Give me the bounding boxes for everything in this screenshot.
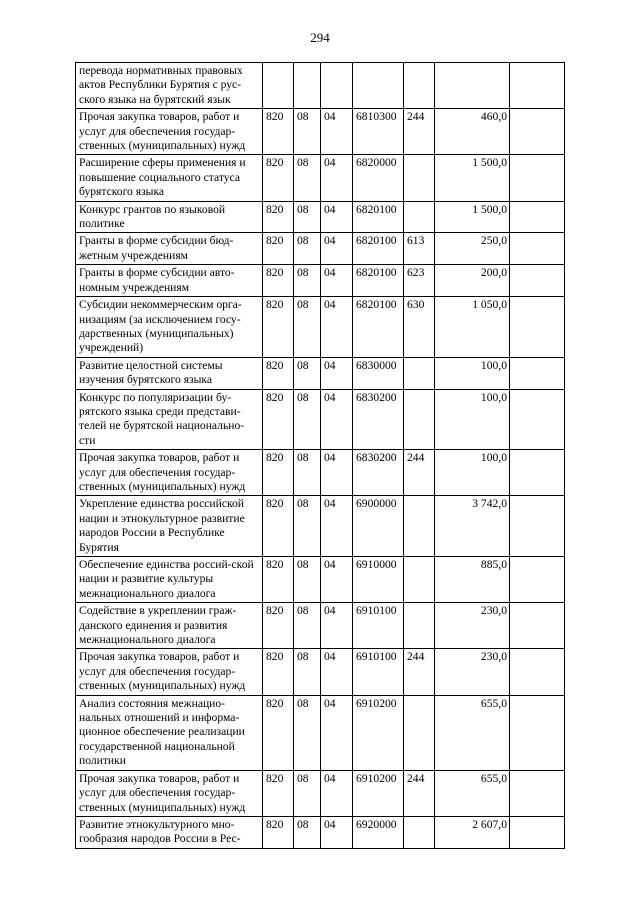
section-code-cell: 08 [294, 265, 321, 297]
section-code-cell: 08 [294, 155, 321, 201]
table-row [76, 297, 565, 358]
expense-type-cell [404, 201, 435, 233]
item-name-cell: Прочая закупка товаров, работ и услуг для обеспечения государ-ственных (муниципальных) нужд [76, 649, 263, 695]
table-row [76, 109, 565, 155]
ministry-code-cell: 820 [263, 155, 294, 201]
item-name-cell: Конкурс грантов по языковой политике [76, 201, 263, 233]
amount-cell: 200,0 [435, 265, 510, 297]
target-article-cell: 6830200 [353, 389, 404, 450]
subsection-code-cell: 04 [321, 557, 353, 603]
extra-cell [510, 649, 565, 695]
amount-cell: 1 500,0 [435, 155, 510, 201]
subsection-code-cell: 04 [321, 109, 353, 155]
ministry-code-cell: 820 [263, 649, 294, 695]
extra-cell [510, 109, 565, 155]
table-row [76, 770, 565, 816]
target-article-cell [353, 63, 404, 109]
subsection-code-cell: 04 [321, 155, 353, 201]
expense-type-cell [404, 63, 435, 109]
table-row [76, 233, 565, 265]
section-code-cell: 08 [294, 603, 321, 649]
expense-type-cell: 244 [404, 770, 435, 816]
item-name-cell: Обеспечение единства россий-ской нации и развитие культуры межнационального диалога [76, 557, 263, 603]
ministry-code-cell: 820 [263, 357, 294, 389]
amount-cell [435, 63, 510, 109]
ministry-code-cell: 820 [263, 496, 294, 557]
subsection-code-cell: 04 [321, 649, 353, 695]
subsection-code-cell: 04 [321, 695, 353, 770]
expense-type-cell [404, 496, 435, 557]
item-name-cell: Прочая закупка товаров, работ и услуг для обеспечения государ-ственных (муниципальных) нужд [76, 770, 263, 816]
extra-cell [510, 357, 565, 389]
subsection-code-cell [321, 63, 353, 109]
target-article-cell: 6910100 [353, 603, 404, 649]
budget-table [75, 62, 565, 849]
section-code-cell: 08 [294, 695, 321, 770]
expense-type-cell [404, 557, 435, 603]
ministry-code-cell: 820 [263, 770, 294, 816]
item-name-cell: Развитие целостной системы изучения бурятского языка [76, 357, 263, 389]
table-row [76, 265, 565, 297]
ministry-code-cell: 820 [263, 233, 294, 265]
table-row [76, 603, 565, 649]
budget-table-body [76, 63, 565, 849]
amount-cell: 3 742,0 [435, 496, 510, 557]
section-code-cell: 08 [294, 770, 321, 816]
extra-cell [510, 297, 565, 358]
target-article-cell: 6820100 [353, 297, 404, 358]
subsection-code-cell: 04 [321, 450, 353, 496]
amount-cell: 1 050,0 [435, 297, 510, 358]
amount-cell: 250,0 [435, 233, 510, 265]
expense-type-cell [404, 603, 435, 649]
section-code-cell: 08 [294, 496, 321, 557]
target-article-cell: 6900000 [353, 496, 404, 557]
target-article-cell: 6910100 [353, 649, 404, 695]
item-name-cell: Прочая закупка товаров, работ и услуг для обеспечения государ-ственных (муниципальных) нужд [76, 450, 263, 496]
extra-cell [510, 496, 565, 557]
amount-cell: 230,0 [435, 649, 510, 695]
amount-cell: 100,0 [435, 389, 510, 450]
ministry-code-cell: 820 [263, 695, 294, 770]
item-name-cell: Анализ состояния межнацио-нальных отношений и информа-ционное обеспечение реализации государственной национальной политики [76, 695, 263, 770]
item-name-cell: Прочая закупка товаров, работ и услуг для обеспечения государ-ственных (муниципальных) нужд [76, 109, 263, 155]
ministry-code-cell: 820 [263, 265, 294, 297]
subsection-code-cell: 04 [321, 770, 353, 816]
extra-cell [510, 450, 565, 496]
amount-cell: 2 607,0 [435, 816, 510, 848]
expense-type-cell: 613 [404, 233, 435, 265]
subsection-code-cell: 04 [321, 297, 353, 358]
subsection-code-cell: 04 [321, 603, 353, 649]
expense-type-cell: 244 [404, 109, 435, 155]
extra-cell [510, 155, 565, 201]
expense-type-cell: 244 [404, 450, 435, 496]
amount-cell: 460,0 [435, 109, 510, 155]
extra-cell [510, 389, 565, 450]
extra-cell [510, 63, 565, 109]
subsection-code-cell: 04 [321, 265, 353, 297]
subsection-code-cell: 04 [321, 496, 353, 557]
target-article-cell: 6830000 [353, 357, 404, 389]
table-row [76, 357, 565, 389]
section-code-cell: 08 [294, 109, 321, 155]
table-row [76, 557, 565, 603]
expense-type-cell [404, 816, 435, 848]
extra-cell [510, 770, 565, 816]
expense-type-cell [404, 357, 435, 389]
target-article-cell: 6910200 [353, 695, 404, 770]
section-code-cell: 08 [294, 357, 321, 389]
page-number: 294 [310, 30, 330, 45]
target-article-cell: 6920000 [353, 816, 404, 848]
item-name-cell: Гранты в форме субсидии бюд-жетным учреждениям [76, 233, 263, 265]
target-article-cell: 6820000 [353, 155, 404, 201]
section-code-cell: 08 [294, 233, 321, 265]
target-article-cell: 6820100 [353, 201, 404, 233]
subsection-code-cell: 04 [321, 389, 353, 450]
table-row [76, 816, 565, 848]
target-article-cell: 6820100 [353, 233, 404, 265]
amount-cell: 655,0 [435, 770, 510, 816]
table-row [76, 450, 565, 496]
item-name-cell: Субсидии некоммерческим орга-низациям (за исключением госу-дарственных (муниципальных) учреждений) [76, 297, 263, 358]
amount-cell: 655,0 [435, 695, 510, 770]
table-row [76, 649, 565, 695]
section-code-cell: 08 [294, 450, 321, 496]
expense-type-cell: 623 [404, 265, 435, 297]
ministry-code-cell: 820 [263, 297, 294, 358]
extra-cell [510, 816, 565, 848]
ministry-code-cell: 820 [263, 450, 294, 496]
amount-cell: 885,0 [435, 557, 510, 603]
subsection-code-cell: 04 [321, 233, 353, 265]
expense-type-cell [404, 155, 435, 201]
table-row [76, 695, 565, 770]
ministry-code-cell: 820 [263, 557, 294, 603]
subsection-code-cell: 04 [321, 357, 353, 389]
ministry-code-cell: 820 [263, 816, 294, 848]
target-article-cell: 6820100 [353, 265, 404, 297]
item-name-cell: Содействие в укреплении граж-данского единения и развития межнационального диалога [76, 603, 263, 649]
section-code-cell: 08 [294, 389, 321, 450]
ministry-code-cell: 820 [263, 109, 294, 155]
extra-cell [510, 695, 565, 770]
section-code-cell: 08 [294, 201, 321, 233]
table-row [76, 155, 565, 201]
amount-cell: 100,0 [435, 450, 510, 496]
extra-cell [510, 201, 565, 233]
amount-cell: 1 500,0 [435, 201, 510, 233]
subsection-code-cell: 04 [321, 201, 353, 233]
section-code-cell: 08 [294, 297, 321, 358]
item-name-cell: Конкурс по популяризации бу-рятского языка среди представи-телей не бурятской национально-сти [76, 389, 263, 450]
ministry-code-cell: 820 [263, 201, 294, 233]
ministry-code-cell: 820 [263, 603, 294, 649]
expense-type-cell [404, 695, 435, 770]
item-name-cell: Укрепление единства российской нации и этнокультурное развитие народов России в Республике Бурятия [76, 496, 263, 557]
amount-cell: 100,0 [435, 357, 510, 389]
item-name-cell: Гранты в форме субсидии авто-номным учреждениям [76, 265, 263, 297]
expense-type-cell: 630 [404, 297, 435, 358]
target-article-cell: 6810300 [353, 109, 404, 155]
target-article-cell: 6910000 [353, 557, 404, 603]
target-article-cell: 6910200 [353, 770, 404, 816]
table-row [76, 389, 565, 450]
extra-cell [510, 557, 565, 603]
item-name-cell: Расширение сферы применения и повышение социального статуса бурятского языка [76, 155, 263, 201]
amount-cell: 230,0 [435, 603, 510, 649]
target-article-cell: 6830200 [353, 450, 404, 496]
expense-type-cell [404, 389, 435, 450]
table-row [76, 496, 565, 557]
section-code-cell [294, 63, 321, 109]
table-row [76, 201, 565, 233]
section-code-cell: 08 [294, 816, 321, 848]
ministry-code-cell: 820 [263, 389, 294, 450]
table-row [76, 63, 565, 109]
item-name-cell: перевода нормативных правовых актов Республики Бурятия с рус-ского языка на бурятский язык [76, 63, 263, 109]
subsection-code-cell: 04 [321, 816, 353, 848]
item-name-cell: Развитие этнокультурного мно-гообразия народов России в Рес- [76, 816, 263, 848]
expense-type-cell: 244 [404, 649, 435, 695]
section-code-cell: 08 [294, 649, 321, 695]
extra-cell [510, 603, 565, 649]
ministry-code-cell [263, 63, 294, 109]
extra-cell [510, 233, 565, 265]
extra-cell [510, 265, 565, 297]
section-code-cell: 08 [294, 557, 321, 603]
